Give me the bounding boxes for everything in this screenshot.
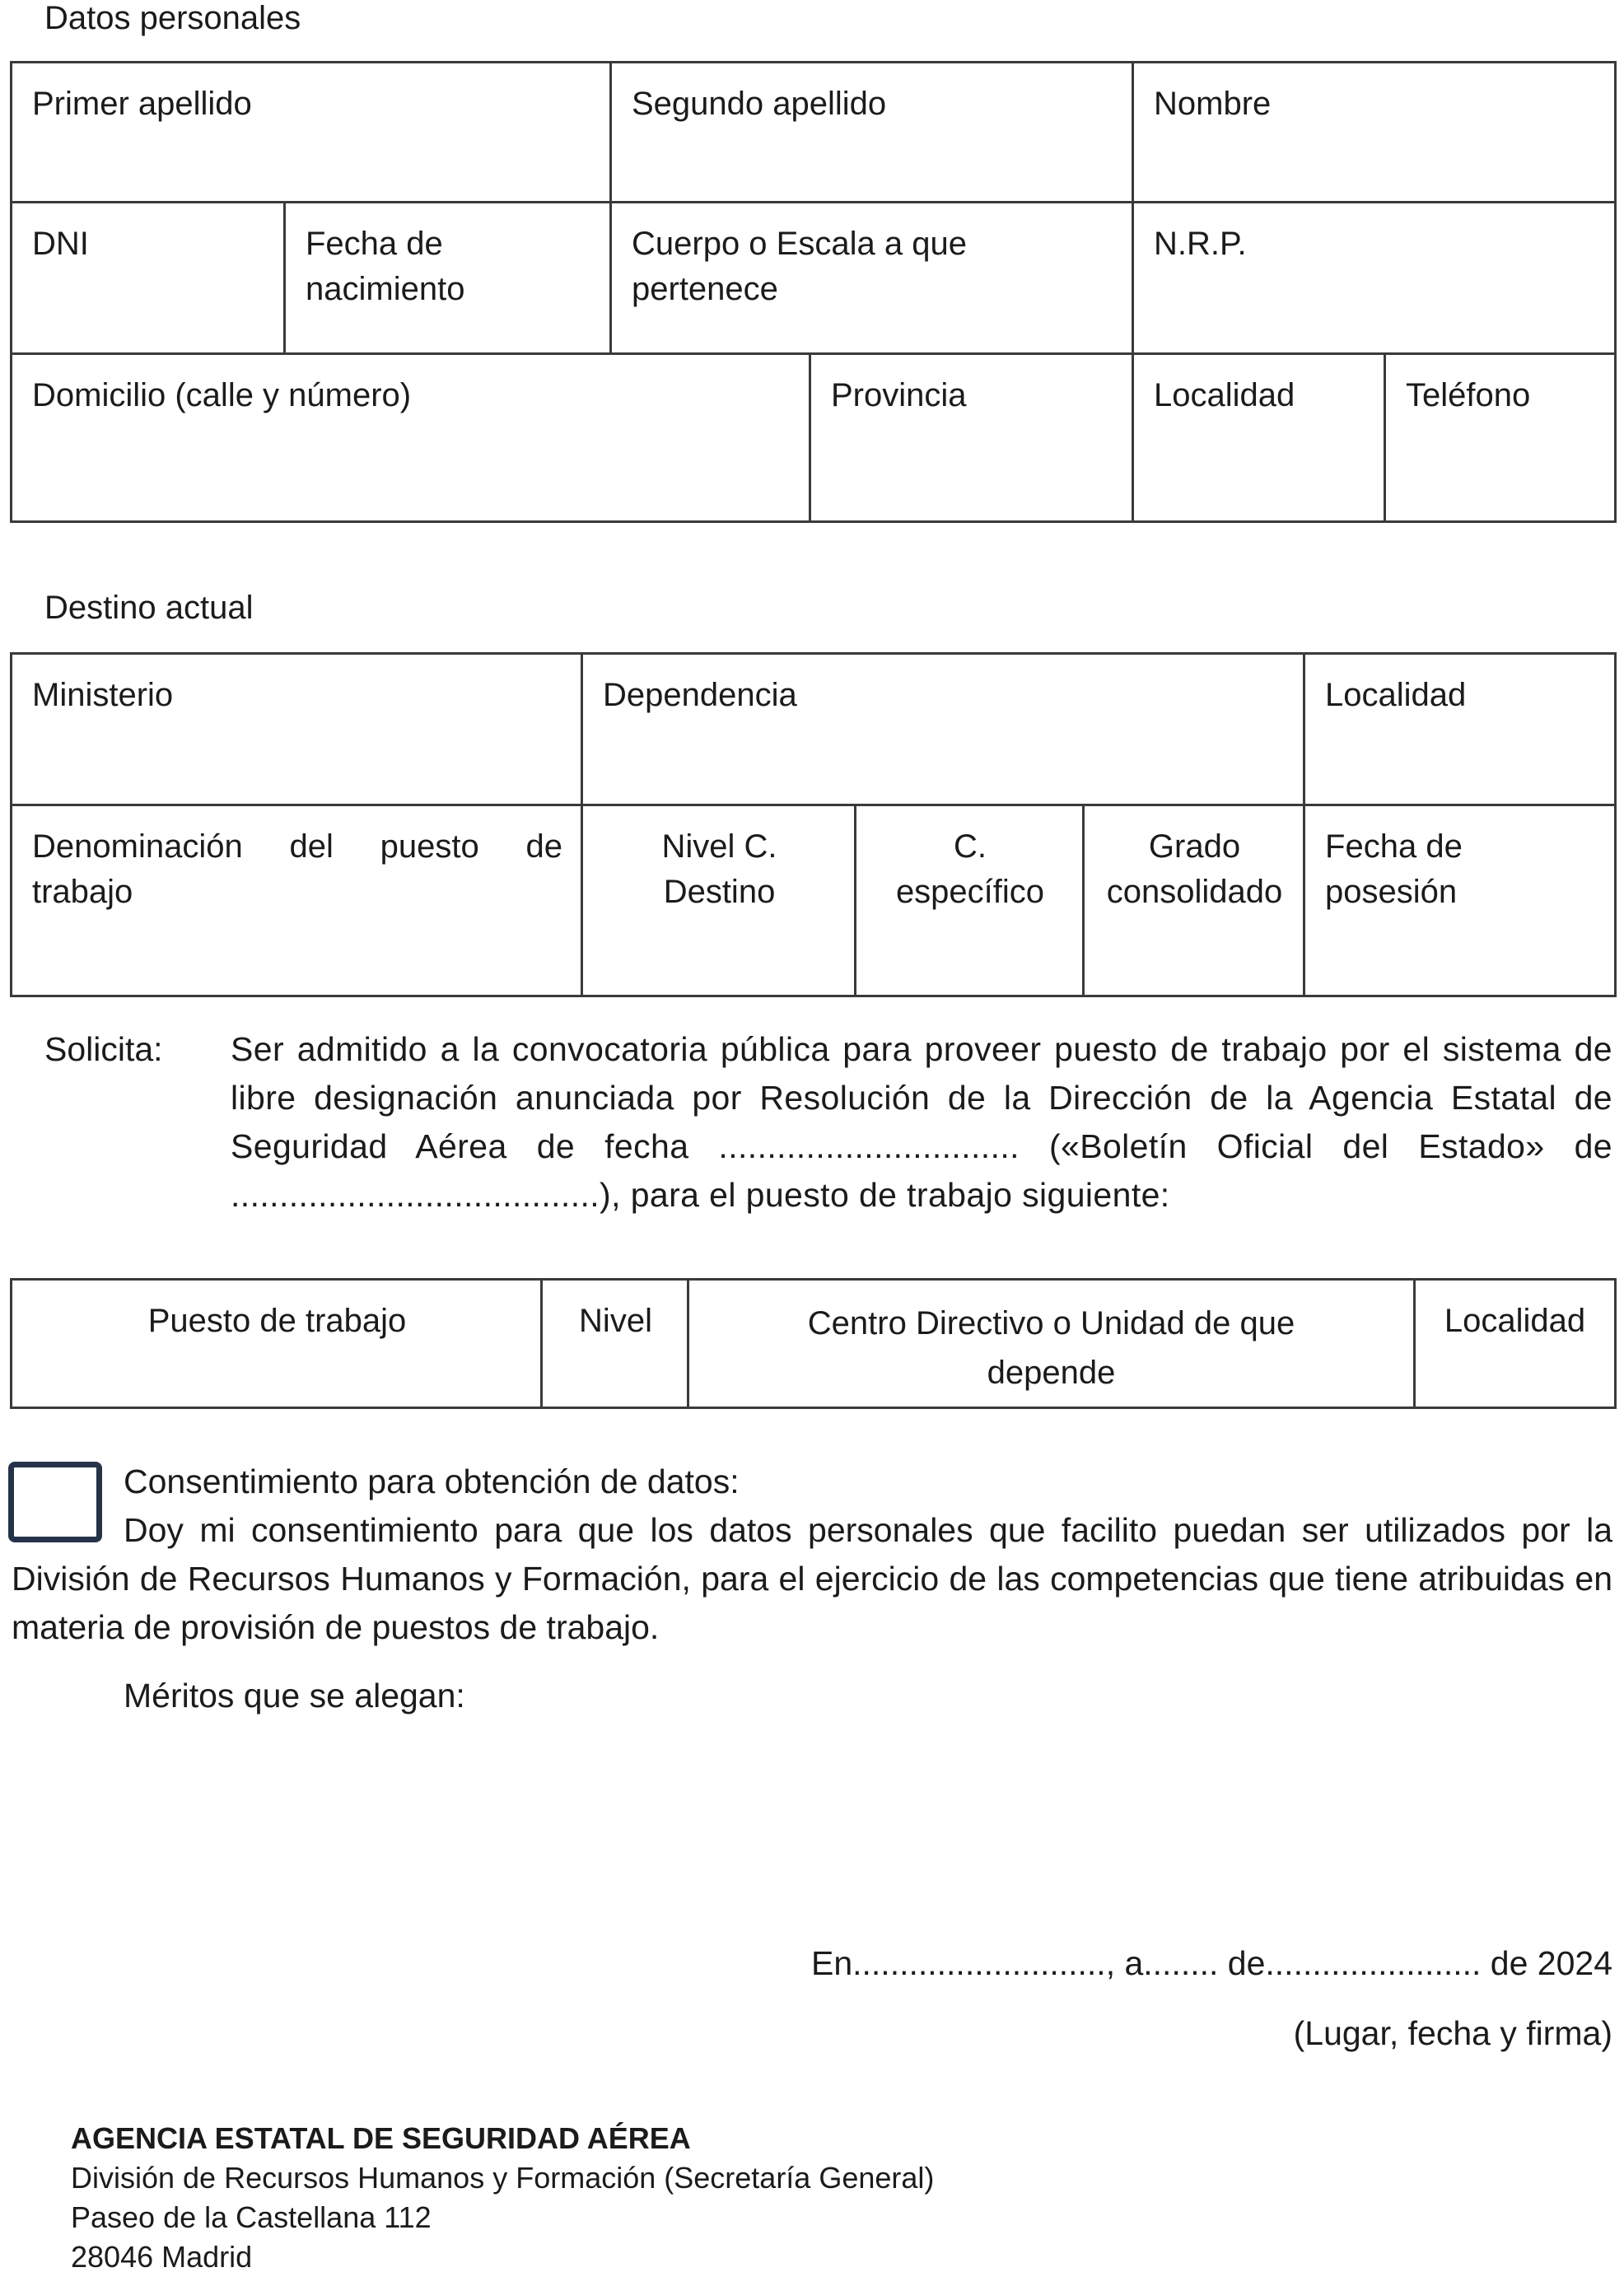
- label-cuerpo-escala: Cuerpo o Escala a que pertenece: [632, 226, 967, 307]
- field-nivel[interactable]: [542, 1280, 688, 1408]
- field-provincia[interactable]: [810, 354, 1133, 522]
- footer-street: Paseo de la Castellana 112: [71, 2200, 432, 2234]
- label-complemento-especifico: C. específico: [895, 828, 1045, 910]
- field-centro-directivo[interactable]: [688, 1280, 1415, 1408]
- field-segundo-apellido[interactable]: [611, 63, 1133, 203]
- label-localidad: Localidad: [1154, 377, 1295, 413]
- field-nrp[interactable]: [1133, 203, 1616, 354]
- date-place-line: En..........................., a........ de....................... de 2024: [810, 1944, 1612, 1982]
- label-telefono: Teléfono: [1406, 377, 1531, 413]
- footer-division: División de Recursos Humanos y Formación (Secretaría General): [71, 2161, 935, 2195]
- label-denominacion-puesto: Denominación del puesto de: [32, 828, 562, 865]
- footer-organization: AGENCIA ESTATAL DE SEGURIDAD AÉREA: [71, 2121, 691, 2155]
- label-nrp: N.R.P.: [1154, 226, 1247, 262]
- solicita-text: Ser admitido a la convocatoria pública para proveer puesto de trabajo por el sistema de libre designación anunciada por Resolución de la Dirección de la Agencia Estatal de Seguridad Aérea de fecha ............................... («Boletín Oficial del Estado» de ......................................), para el puesto de trabajo siguiente:: [231, 1030, 1612, 1214]
- datos-personales-heading: Datos personales: [44, 0, 301, 36]
- label-domicilio: Domicilio (calle y número): [32, 377, 412, 413]
- label-localidad-puesto: Localidad: [1444, 1303, 1586, 1339]
- label-denominacion-puesto-2: trabajo: [32, 874, 133, 910]
- puesto-solicitado-table: [10, 1278, 1617, 1409]
- solicita-label: Solicita:: [44, 1030, 163, 1068]
- meritos-label: Méritos que se alegan:: [124, 1677, 465, 1714]
- field-domicilio[interactable]: [12, 354, 810, 522]
- consent-text: Doy mi consentimiento para que los datos personales que facilito puedan ser utilizados por la División de Recursos Humanos y Formación, para el ejercicio de las competencias que tiene atribuidas en materia de provisión de puestos de trabajo.: [12, 1511, 1612, 1646]
- field-fecha-posesion[interactable]: [1304, 805, 1616, 996]
- field-localidad-puesto[interactable]: [1415, 1280, 1616, 1408]
- label-dependencia: Dependencia: [603, 677, 797, 713]
- label-nivel-destino: Nivel C. Destino: [661, 828, 777, 910]
- label-dni: DNI: [32, 226, 89, 262]
- label-segundo-apellido: Segundo apellido: [632, 86, 887, 122]
- label-grado-consolidado: Grado consolidado: [1106, 828, 1283, 910]
- destino-actual-table: [10, 652, 1617, 997]
- field-localidad[interactable]: [1133, 354, 1385, 522]
- field-localidad-destino[interactable]: [1304, 654, 1616, 805]
- consent-title: Consentimiento para obtención de datos:: [124, 1463, 740, 1500]
- field-dni[interactable]: [12, 203, 285, 354]
- field-ministerio[interactable]: [12, 654, 582, 805]
- field-denominacion-puesto[interactable]: [12, 805, 582, 996]
- label-fecha-nacimiento: Fecha de nacimiento: [306, 226, 465, 307]
- field-complemento-especifico[interactable]: [856, 805, 1084, 996]
- label-nombre: Nombre: [1154, 86, 1272, 122]
- label-centro-directivo: Centro Directivo o Unidad de que depende: [807, 1305, 1295, 1391]
- field-dependencia[interactable]: [582, 654, 1304, 805]
- field-primer-apellido[interactable]: [12, 63, 611, 203]
- label-localidad-destino: Localidad: [1325, 677, 1467, 713]
- signature-caption: (Lugar, fecha y firma): [1293, 2014, 1612, 2052]
- label-ministerio: Ministerio: [32, 677, 174, 713]
- field-puesto-trabajo[interactable]: [12, 1280, 542, 1408]
- footer-address: [71, 2119, 934, 2277]
- datos-personales-table: [10, 61, 1617, 523]
- field-nombre[interactable]: [1133, 63, 1616, 203]
- destino-actual-heading: Destino actual: [44, 590, 254, 626]
- field-nivel-destino[interactable]: [582, 805, 856, 996]
- footer-city: 28046 Madrid: [71, 2240, 253, 2274]
- label-puesto-trabajo: Puesto de trabajo: [147, 1303, 407, 1339]
- label-fecha-posesion: Fecha de posesión: [1325, 828, 1463, 910]
- field-telefono[interactable]: [1385, 354, 1616, 522]
- field-cuerpo-escala[interactable]: [611, 203, 1133, 354]
- field-grado-consolidado[interactable]: [1084, 805, 1304, 996]
- label-provincia: Provincia: [831, 377, 967, 413]
- label-nivel: Nivel: [579, 1303, 652, 1339]
- field-fecha-nacimiento[interactable]: [285, 203, 611, 354]
- label-primer-apellido: Primer apellido: [32, 86, 252, 122]
